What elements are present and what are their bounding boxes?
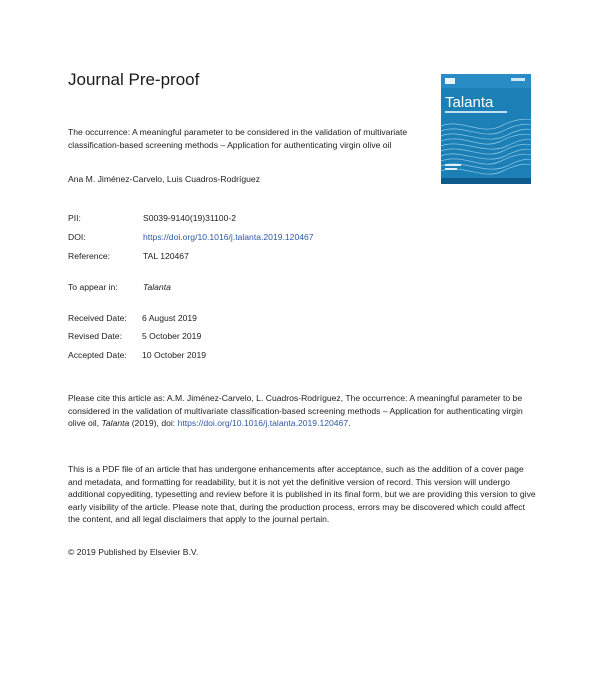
- citation-journal: Talanta: [101, 418, 130, 429]
- article-title: The occurrence: A meaningful parameter to be considered in the validation of multivariate classification-based screening methods – Application for authenticating virgin olive oil: [68, 127, 408, 150]
- citation-paragraph: [68, 392, 536, 430]
- doi-link[interactable]: https://doi.org/10.1016/j.talanta.2019.120467: [143, 232, 314, 242]
- revised-date-label: Revised Date:: [68, 331, 122, 341]
- cover-art: [441, 74, 531, 184]
- received-date-label: Received Date:: [68, 313, 127, 323]
- doi-label: DOI:: [68, 232, 86, 242]
- notice-paragraph: This is a PDF file of an article that has undergone enhancements after acceptance, such as the addition of a cover page and metadata, and formatting for readability, but it is not yet the definitive version of record. This version will undergo additional copyediting, typesetting and review before it is published in its final form, but we are providing this version to give early visibility of the article. Please note that, during the production process, errors may be discovered which could affect the content, and all legal disclaimers that apply to the journal pertain.: [68, 464, 536, 525]
- citation-prefix: Please cite this article as: A.M. Jiménez-Carvelo, L. Cuadros-Rodríguez, The occurrence: A meaningful parameter to be considered in the validation of multivariate classification-based screening methods – Application for authenticating virgin olive oil,: [68, 393, 523, 429]
- reference-label: Reference:: [68, 251, 111, 261]
- cover-journal-title: Talanta: [445, 94, 494, 111]
- received-date-value: 6 August 2019: [142, 313, 197, 323]
- accepted-date-value: 10 October 2019: [142, 350, 207, 360]
- pii-label: PII:: [68, 213, 81, 223]
- appear-in-value: Talanta: [143, 282, 171, 292]
- accepted-date-label: Accepted Date:: [68, 350, 127, 360]
- citation-year-doi: (2019), doi:: [129, 418, 178, 429]
- appear-in-label: To appear in:: [68, 282, 118, 292]
- copyright-notice: © 2019 Published by Elsevier B.V.: [68, 547, 199, 557]
- citation-doi-link[interactable]: https://doi.org/10.1016/j.talanta.2019.120467: [177, 418, 349, 429]
- pii-value: S0039-9140(19)31100-2: [143, 213, 237, 223]
- article-authors: Ana M. Jiménez-Carvelo, Luis Cuadros-Rodríguez: [68, 174, 261, 184]
- reference-value: TAL 120467: [143, 251, 189, 261]
- citation-suffix: .: [348, 418, 351, 429]
- revised-date-value: 5 October 2019: [142, 331, 202, 341]
- pre-proof-heading: Journal Pre-proof: [68, 70, 200, 89]
- journal-cover-image: [441, 74, 531, 184]
